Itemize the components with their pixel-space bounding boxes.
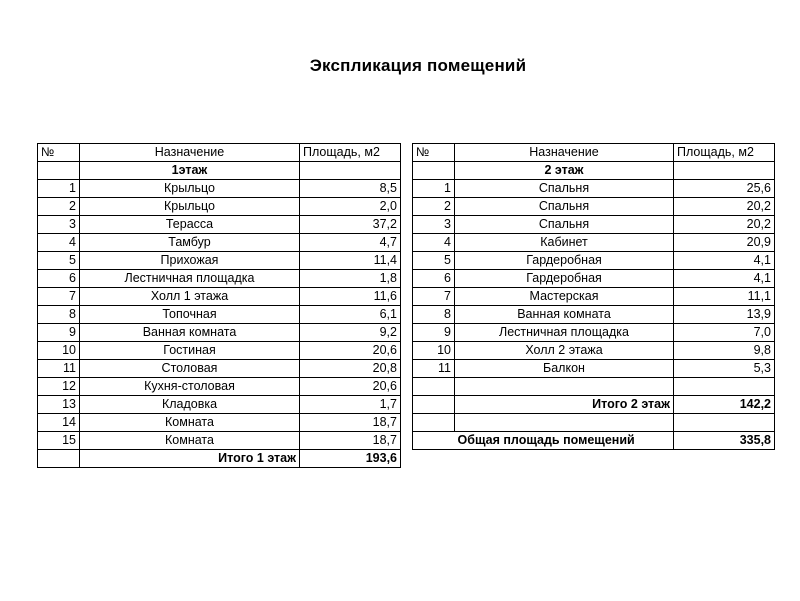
column-header-name: Назначение — [455, 144, 674, 162]
table-row — [38, 324, 401, 342]
room-area: 20,8 — [300, 360, 401, 378]
room-area: 20,2 — [674, 198, 775, 216]
room-area: 5,3 — [674, 360, 775, 378]
floor1-label: 1этаж — [80, 162, 300, 180]
table-row — [38, 378, 401, 396]
room-number: 11 — [38, 360, 80, 378]
floor2-total-label: Итого 2 этаж — [455, 396, 674, 414]
room-area: 6,1 — [300, 306, 401, 324]
table-row — [413, 342, 775, 360]
table-row — [38, 180, 401, 198]
floor2-table — [412, 143, 775, 450]
table-row — [413, 324, 775, 342]
table-row — [413, 216, 775, 234]
room-name: Крыльцо — [80, 180, 300, 198]
room-number: 13 — [38, 396, 80, 414]
empty-cell — [674, 162, 775, 180]
table-row — [38, 216, 401, 234]
room-area: 18,7 — [300, 414, 401, 432]
grand-total-value: 335,8 — [674, 432, 775, 450]
empty-cell — [413, 378, 455, 396]
empty-cell — [674, 378, 775, 396]
document-title: Экспликация помещений — [309, 56, 527, 75]
empty-cell — [38, 450, 80, 468]
room-name: Лестничная площадка — [455, 324, 674, 342]
column-header-area: Площадь, м2 — [674, 144, 775, 162]
room-name: Кухня-столовая — [80, 378, 300, 396]
table-row — [38, 414, 401, 432]
room-name: Спальня — [455, 198, 674, 216]
floor1-table — [37, 143, 401, 468]
empty-cell — [300, 162, 401, 180]
grand-total-label: Общая площадь помещений — [455, 432, 674, 450]
room-area: 18,7 — [300, 432, 401, 450]
room-name: Холл 1 этажа — [80, 288, 300, 306]
room-name: Терасса — [80, 216, 300, 234]
room-name: Гардеробная — [455, 270, 674, 288]
room-name: Столовая — [80, 360, 300, 378]
table-row — [38, 270, 401, 288]
table-row — [38, 234, 401, 252]
room-area: 13,9 — [674, 306, 775, 324]
room-name: Ванная комната — [455, 306, 674, 324]
floor2-blank-row — [413, 378, 775, 396]
room-name: Спальня — [455, 216, 674, 234]
empty-cell — [38, 162, 80, 180]
room-number: 12 — [38, 378, 80, 396]
floor2-label: 2 этаж — [455, 162, 674, 180]
room-area: 25,6 — [674, 180, 775, 198]
table-row — [413, 288, 775, 306]
column-header-area: Площадь, м2 — [300, 144, 401, 162]
room-name: Крыльцо — [80, 198, 300, 216]
empty-cell — [674, 414, 775, 432]
table-row — [38, 306, 401, 324]
room-number: 8 — [413, 306, 455, 324]
room-number: 5 — [38, 252, 80, 270]
table-row — [38, 252, 401, 270]
room-number: 10 — [38, 342, 80, 360]
room-number: 14 — [38, 414, 80, 432]
room-name: Мастерская — [455, 288, 674, 306]
room-area: 2,0 — [300, 198, 401, 216]
table-row — [413, 198, 775, 216]
floor2-blank-row — [413, 414, 775, 432]
room-number: 9 — [38, 324, 80, 342]
table-row — [413, 270, 775, 288]
grand-total-row — [413, 432, 775, 450]
table-row — [38, 342, 401, 360]
room-number: 1 — [413, 180, 455, 198]
table-row — [413, 180, 775, 198]
floor2-total-row — [413, 396, 775, 414]
room-number: 7 — [413, 288, 455, 306]
empty-cell — [413, 162, 455, 180]
room-area: 11,1 — [674, 288, 775, 306]
room-name: Кладовка — [80, 396, 300, 414]
room-number: 1 — [38, 180, 80, 198]
room-number: 6 — [413, 270, 455, 288]
room-number: 2 — [413, 198, 455, 216]
room-number: 3 — [38, 216, 80, 234]
table-row — [38, 198, 401, 216]
room-name: Прихожая — [80, 252, 300, 270]
room-name: Спальня — [455, 180, 674, 198]
floor1-label-row — [38, 162, 401, 180]
room-number: 7 — [38, 288, 80, 306]
column-header-number: № — [38, 144, 80, 162]
room-area: 11,6 — [300, 288, 401, 306]
room-name: Лестничная площадка — [80, 270, 300, 288]
room-name: Топочная — [80, 306, 300, 324]
room-area: 9,8 — [674, 342, 775, 360]
empty-cell — [413, 432, 455, 450]
column-header-number: № — [413, 144, 455, 162]
room-name: Ванная комната — [80, 324, 300, 342]
room-area: 4,1 — [674, 270, 775, 288]
table-row — [413, 234, 775, 252]
room-name: Холл 2 этажа — [455, 342, 674, 360]
floor1-total-value: 193,6 — [300, 450, 401, 468]
empty-cell — [413, 414, 455, 432]
room-number: 8 — [38, 306, 80, 324]
table-row — [413, 252, 775, 270]
room-area: 11,4 — [300, 252, 401, 270]
room-area: 9,2 — [300, 324, 401, 342]
table-row — [38, 432, 401, 450]
room-area: 4,7 — [300, 234, 401, 252]
table-row — [413, 306, 775, 324]
room-number: 11 — [413, 360, 455, 378]
room-area: 8,5 — [300, 180, 401, 198]
floor2-header-row — [413, 144, 775, 162]
room-number: 5 — [413, 252, 455, 270]
room-area: 1,8 — [300, 270, 401, 288]
room-area: 20,6 — [300, 378, 401, 396]
table-row — [38, 360, 401, 378]
empty-cell — [455, 378, 674, 396]
table-row — [38, 288, 401, 306]
table-row — [38, 396, 401, 414]
room-area: 20,9 — [674, 234, 775, 252]
room-area: 7,0 — [674, 324, 775, 342]
room-number: 4 — [413, 234, 455, 252]
room-number: 6 — [38, 270, 80, 288]
empty-cell — [455, 414, 674, 432]
room-number: 9 — [413, 324, 455, 342]
room-name: Тамбур — [80, 234, 300, 252]
room-area: 20,6 — [300, 342, 401, 360]
floor2-total-value: 142,2 — [674, 396, 775, 414]
room-number: 15 — [38, 432, 80, 450]
room-area: 4,1 — [674, 252, 775, 270]
floor1-total-row — [38, 450, 401, 468]
room-name: Гардеробная — [455, 252, 674, 270]
room-area: 37,2 — [300, 216, 401, 234]
column-header-name: Назначение — [80, 144, 300, 162]
room-name: Комната — [80, 432, 300, 450]
floor2-label-row — [413, 162, 775, 180]
room-area: 1,7 — [300, 396, 401, 414]
room-number: 4 — [38, 234, 80, 252]
room-name: Гостиная — [80, 342, 300, 360]
room-name: Кабинет — [455, 234, 674, 252]
table-row — [413, 360, 775, 378]
room-name: Комната — [80, 414, 300, 432]
room-number: 10 — [413, 342, 455, 360]
room-number: 3 — [413, 216, 455, 234]
room-name: Балкон — [455, 360, 674, 378]
empty-cell — [413, 396, 455, 414]
room-area: 20,2 — [674, 216, 775, 234]
room-number: 2 — [38, 198, 80, 216]
floor1-total-label: Итого 1 этаж — [80, 450, 300, 468]
floor1-header-row — [38, 144, 401, 162]
